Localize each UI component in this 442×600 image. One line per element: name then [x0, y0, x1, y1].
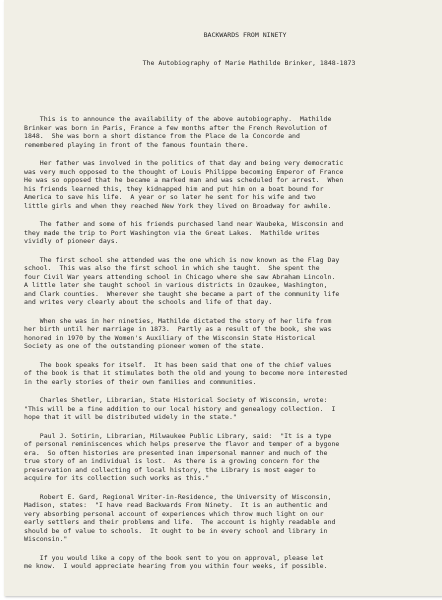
text-line: Her father was involved in the politics of that day and being very democratic [24, 159, 344, 167]
text-line: early settlers and their problems and life. The account is highly readable and [24, 518, 336, 526]
text-line: "This will be a fine addition to our local history and genealogy collection. I [24, 404, 336, 413]
paragraph [24, 220, 436, 246]
text-line: of personal reminiscences which helps preserve the flavor and temper of a bygone [24, 440, 340, 448]
text-line: Charles Shetler, Librarian, State Historical Society of Wisconsin, wrote: [24, 396, 328, 404]
text-line: his friends learned this, they kidnapped him and put him on a boat bound for [24, 184, 324, 193]
text-line: A little later she taught school in various districts in Ozaukee, Washington, [24, 281, 328, 289]
text-line: was very much opposed to the thought of Louis Philippe becoming Emperor of France [24, 167, 344, 176]
text-line: preservation and collecting of local history, the Library is most eager to [24, 465, 316, 474]
text-line: America to save his life. A year or so later he sent for his wife and two [24, 193, 316, 201]
paragraph [24, 317, 436, 351]
text-line: Robert E. Gard, Regional Writer-in-Residence, the University of Wisconsin, [24, 492, 332, 501]
text-line: her birth until her marriage in 1873. Partly as a result of the book, she was [24, 325, 332, 333]
document-body [24, 14, 436, 588]
text-line: vividly of pioneer days. [24, 237, 119, 245]
text-line: honored in 1970 by the Women's Auxiliary of the Wisconsin State Historical [24, 333, 316, 342]
paragraph [24, 115, 436, 149]
text-line: in the early stories of their own families and communities. [24, 377, 257, 386]
text-line: Society as one of the outstanding pioneer women of the state. [24, 342, 265, 350]
text-line: acquire for its collection such works as this." [24, 474, 210, 482]
text-line: This is to announce the availability of the above autobiography. Mathilde [24, 115, 332, 123]
text-line: Wisconsin." [24, 535, 68, 543]
text-line: true story of an individual is lost. As there is a growing concern for the [24, 457, 320, 465]
document-page [4, 0, 442, 596]
text-line: four Civil War years attending school in Chicago where she saw Abraham Lincoln. [24, 272, 336, 281]
text-line: remembered playing in front of the famous fountain there. [24, 140, 249, 149]
text-line: and writes very clearly about the schools and life of that day. [24, 298, 273, 306]
text-line: Madison, states: "I have read Backwards From Ninety. It is an authentic and [24, 501, 328, 509]
paragraph [24, 493, 436, 544]
paragraph [24, 159, 436, 210]
text-line: me know. I would appreciate hearing from you within four weeks, if possible. [24, 562, 328, 570]
text-line: The book speaks for itself. It has been said that one of the chief values [24, 360, 332, 369]
paragraph [24, 432, 436, 483]
paragraph [24, 554, 436, 571]
text-line: very absorbing personal account of experiences which throw much light on our [24, 509, 324, 518]
paragraph [24, 396, 436, 422]
text-line: school. This was also the first school in which she taught. She spent the [24, 264, 320, 272]
document-subtitle: The Autobiography of Marie Mathilde Brinker, 1848-1873 [142, 58, 356, 67]
text-line: When she was in her nineties, Mathilde dictated the story of her life from [24, 316, 332, 325]
document-paragraphs [24, 115, 436, 571]
text-line: 1848. She was born a short distance from the Place de la Concorde and [24, 132, 300, 140]
text-line: of the book is that it stimulates both the old and young to become more interested [24, 369, 348, 377]
text-line: The father and some of his friends purchased land near Waubeka, Wisconsin and [24, 220, 344, 228]
text-line: If you would like a copy of the book sent to you on approval, please let [24, 553, 324, 562]
document-title: BACKWARDS FROM NINETY [203, 31, 287, 39]
text-line: Paul J. Sotirin, Librarian, Milwaukee Public Library, said: "It is a type [24, 431, 332, 440]
text-line: should be of value to schools. It ought to be in every school and library in [24, 526, 328, 535]
text-line: they made the trip to Port Washington via the Great Lakes. Mathilde writes [24, 228, 320, 237]
text-line: and Clark counties. Wherever she taught she became a part of the community life [24, 289, 340, 298]
paragraph [24, 256, 436, 307]
text-line: hope that it will be distributed widely in the state." [24, 413, 237, 421]
paragraph [24, 361, 436, 387]
text-line: Brinker was born in Paris, France a few months after the French Revolution of [24, 123, 328, 132]
text-line: little girls and when they reached New York they lived on Broadway for awhile. [24, 201, 332, 210]
text-line: The first school she attended was the one which is now known as the Flag Day [24, 255, 340, 264]
text-line: era. So often histories are presented inan impersonal manner and much of the [24, 448, 328, 457]
text-line: He was so opposed that he became a marked man and was scheduled for arrest. When [24, 176, 344, 184]
